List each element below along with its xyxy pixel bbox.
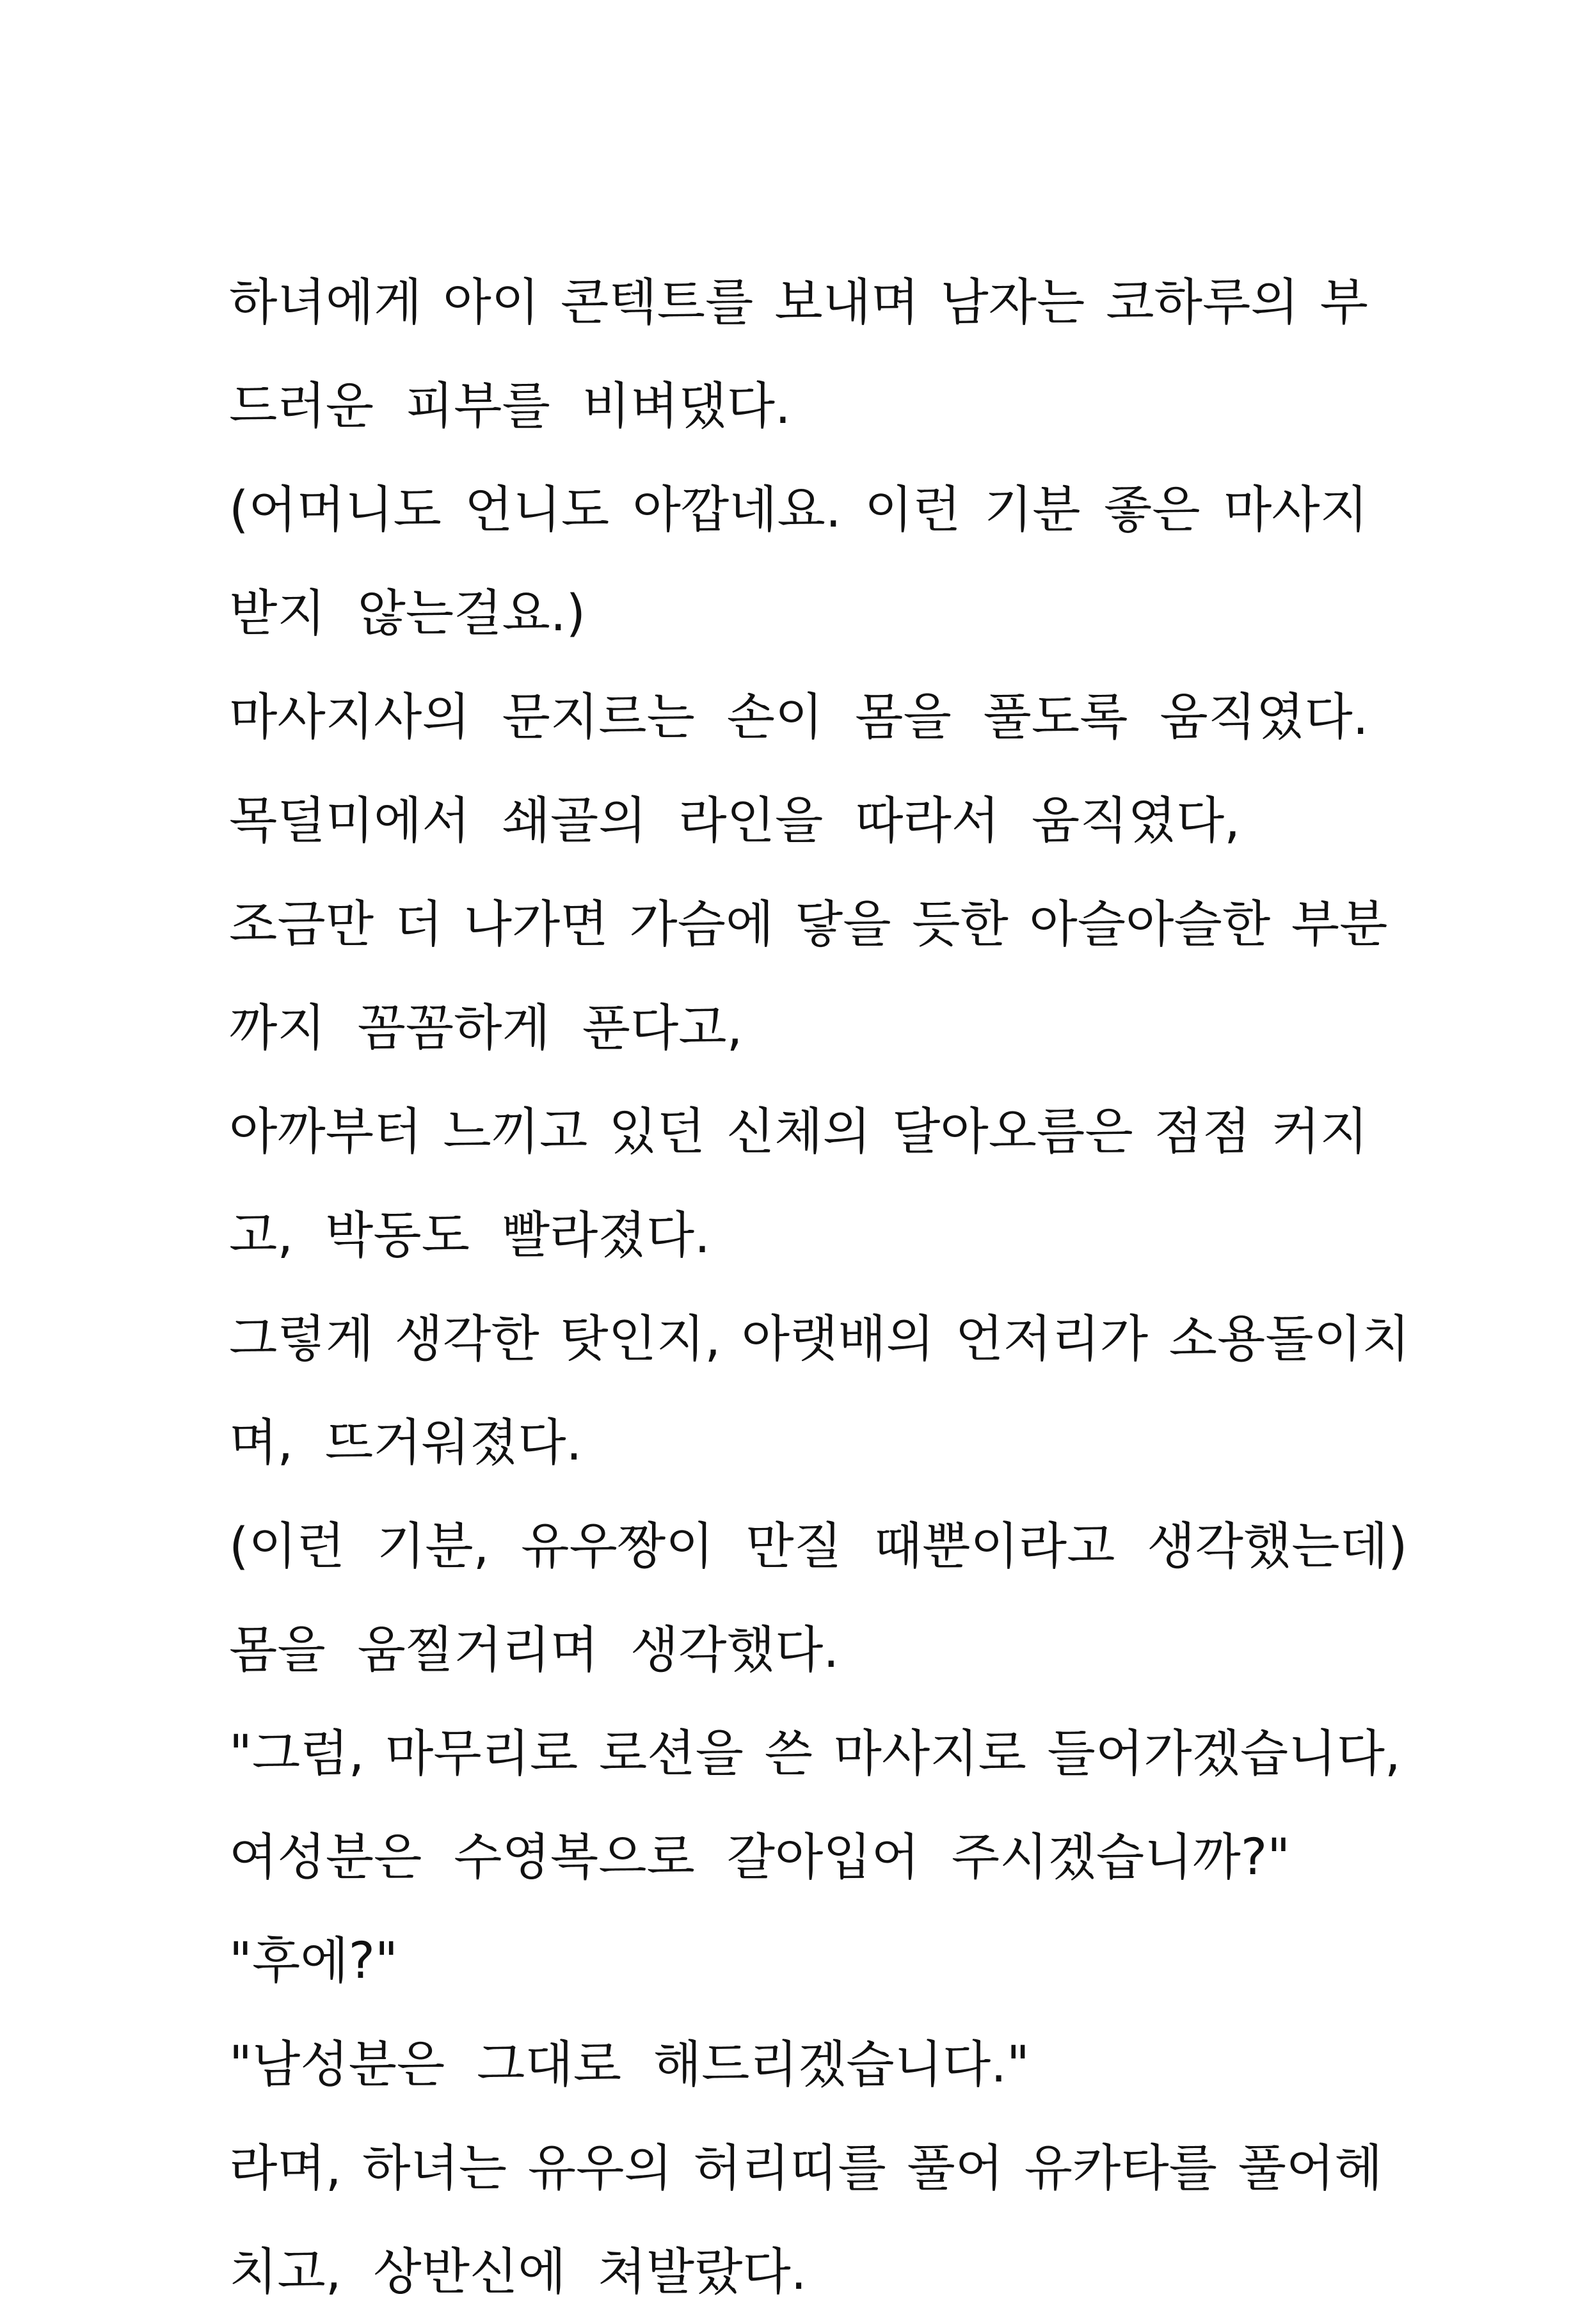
body-text	[229, 251, 1410, 2324]
text-line: 그렇게 생각한 탓인지, 아랫배의 언저리가 소용돌이치	[229, 1310, 1410, 1368]
text-line: 여성분은 수영복으로 갈아입어 주시겠습니까?"	[229, 1829, 1291, 1886]
text-line: (이런 기분, 유우짱이 만질 때뿐이라고 생각했는데)	[229, 1518, 1408, 1575]
text-line: "후에?"	[229, 1932, 398, 1990]
text-line: "남성분은 그대로 해드리겠습니다."	[229, 2036, 1030, 2094]
text-line: 까지 꼼꼼하게 푼다고,	[229, 999, 743, 1057]
text-line: 하녀에게 아이 콘텍트를 보내며 남자는 코하루의 부	[229, 274, 1368, 331]
text-line: 조금만 더 나가면 가슴에 닿을 듯한 아슬아슬한 부분	[229, 896, 1388, 953]
text-line: 마사지사의 문지르는 손이 몸을 풀도록 움직였다.	[229, 688, 1369, 746]
text-line: (어머니도 언니도 아깝네요. 이런 기분 좋은 마사지	[229, 481, 1368, 539]
text-line: 받지 않는걸요.)	[229, 585, 586, 642]
text-line: 치고, 상반신에 쳐발랐다.	[229, 2243, 807, 2301]
text-line: 몸을 움찔거리며 생각했다.	[229, 1621, 840, 1679]
text-line: "그럼, 마무리로 로션을 쓴 마사지로 들어가겠습니다,	[229, 1725, 1401, 1783]
text-line: 드러운 피부를 비벼댔다.	[229, 378, 791, 435]
text-line: 라며, 하녀는 유우의 허리띠를 풀어 유카타를 풀어헤	[229, 2140, 1383, 2197]
text-line: 목덜미에서 쇄골의 라인을 따라서 움직였다,	[229, 792, 1241, 850]
text-line: 고, 박동도 빨라졌다.	[229, 1207, 710, 1264]
text-line: 아까부터 느끼고 있던 신체의 달아오름은 점점 커지	[229, 1103, 1368, 1161]
text-line: 며, 뜨거워졌다.	[229, 1414, 582, 1472]
